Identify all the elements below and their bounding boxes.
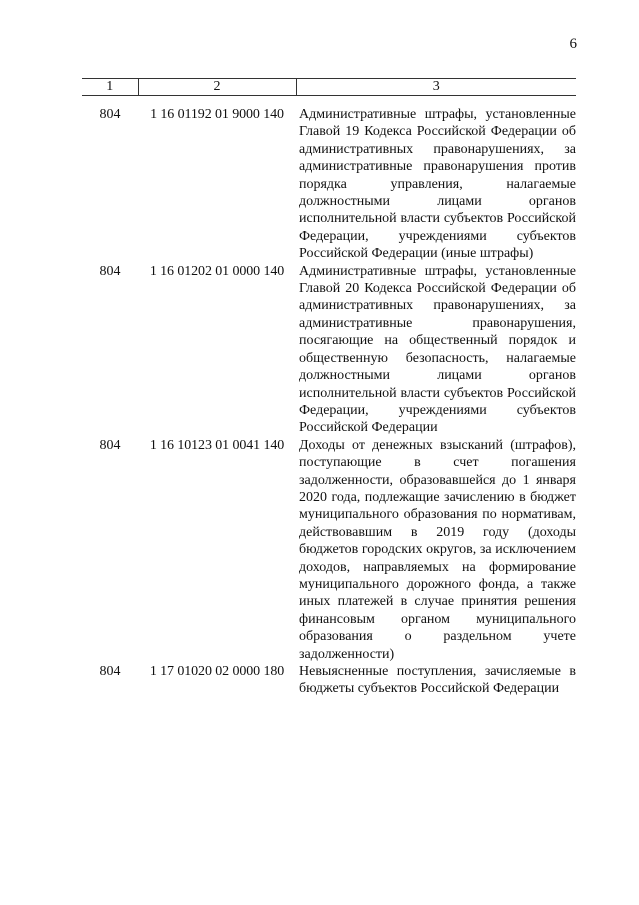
kbk-code-cell: 1 17 01020 02 0000 180 <box>149 664 285 679</box>
description-cell: Невыясненные поступления, зачисляемые в бюджеты субъектов Российской Федерации <box>299 664 576 697</box>
admin-code-cell: 804 <box>99 437 121 453</box>
admin-code-cell: 804 <box>99 107 121 122</box>
table-row <box>82 437 576 663</box>
admin-code-cell: 804 <box>99 664 121 679</box>
table-row <box>82 263 576 437</box>
description-cell: Административные штрафы, установленные Главой 19 Кодекса Российской Федерации об административных правонарушениях, за административные правонарушения против порядка управления, налагаемые должностными лицами органов исполнительной власти субъектов Российской Федерации, учреждениями субъектов Российской Федерации (иные штрафы) <box>299 107 576 262</box>
kbk-code-cell: 1 16 01192 01 9000 140 <box>150 107 284 122</box>
column-header-2: 2 <box>138 79 296 96</box>
admin-code-cell: 804 <box>99 263 121 279</box>
column-header-3: 3 <box>296 79 576 96</box>
page-number: 6 <box>569 36 577 52</box>
column-header-1: 1 <box>82 79 138 96</box>
table-row <box>82 106 576 263</box>
kbk-code-cell: 1 16 10123 01 0041 140 <box>149 437 285 453</box>
table-header-row <box>82 79 576 96</box>
table-row <box>82 663 576 698</box>
budget-classification-table <box>82 78 576 698</box>
description-cell: Административные штрафы, установленные Главой 20 Кодекса Российской Федерации об административных правонарушениях, за административные правонарушения, посягающие на общественный порядок и общественную безопасность, налагаемые должностными лицами органов исполнительной власти субъектов Российской Федерации, учреждениями субъектов Российской Федерации <box>299 263 576 436</box>
description-cell: Доходы от денежных взысканий (штрафов), поступающие в счет погашения задолженности, образовавшейся до 1 января 2020 года, подлежащие зачислению в бюджет муниципального образования по нормативам, действовавшим в 2019 году (доходы бюджетов городских округов, за исключением доходов, направляемых на формирование муниципального дорожного фонда, а также иных платежей в случае принятия решения финансовым органом муниципального образования о раздельном учете задолженности) <box>299 437 576 662</box>
kbk-code-cell: 1 16 01202 01 0000 140 <box>149 263 285 279</box>
